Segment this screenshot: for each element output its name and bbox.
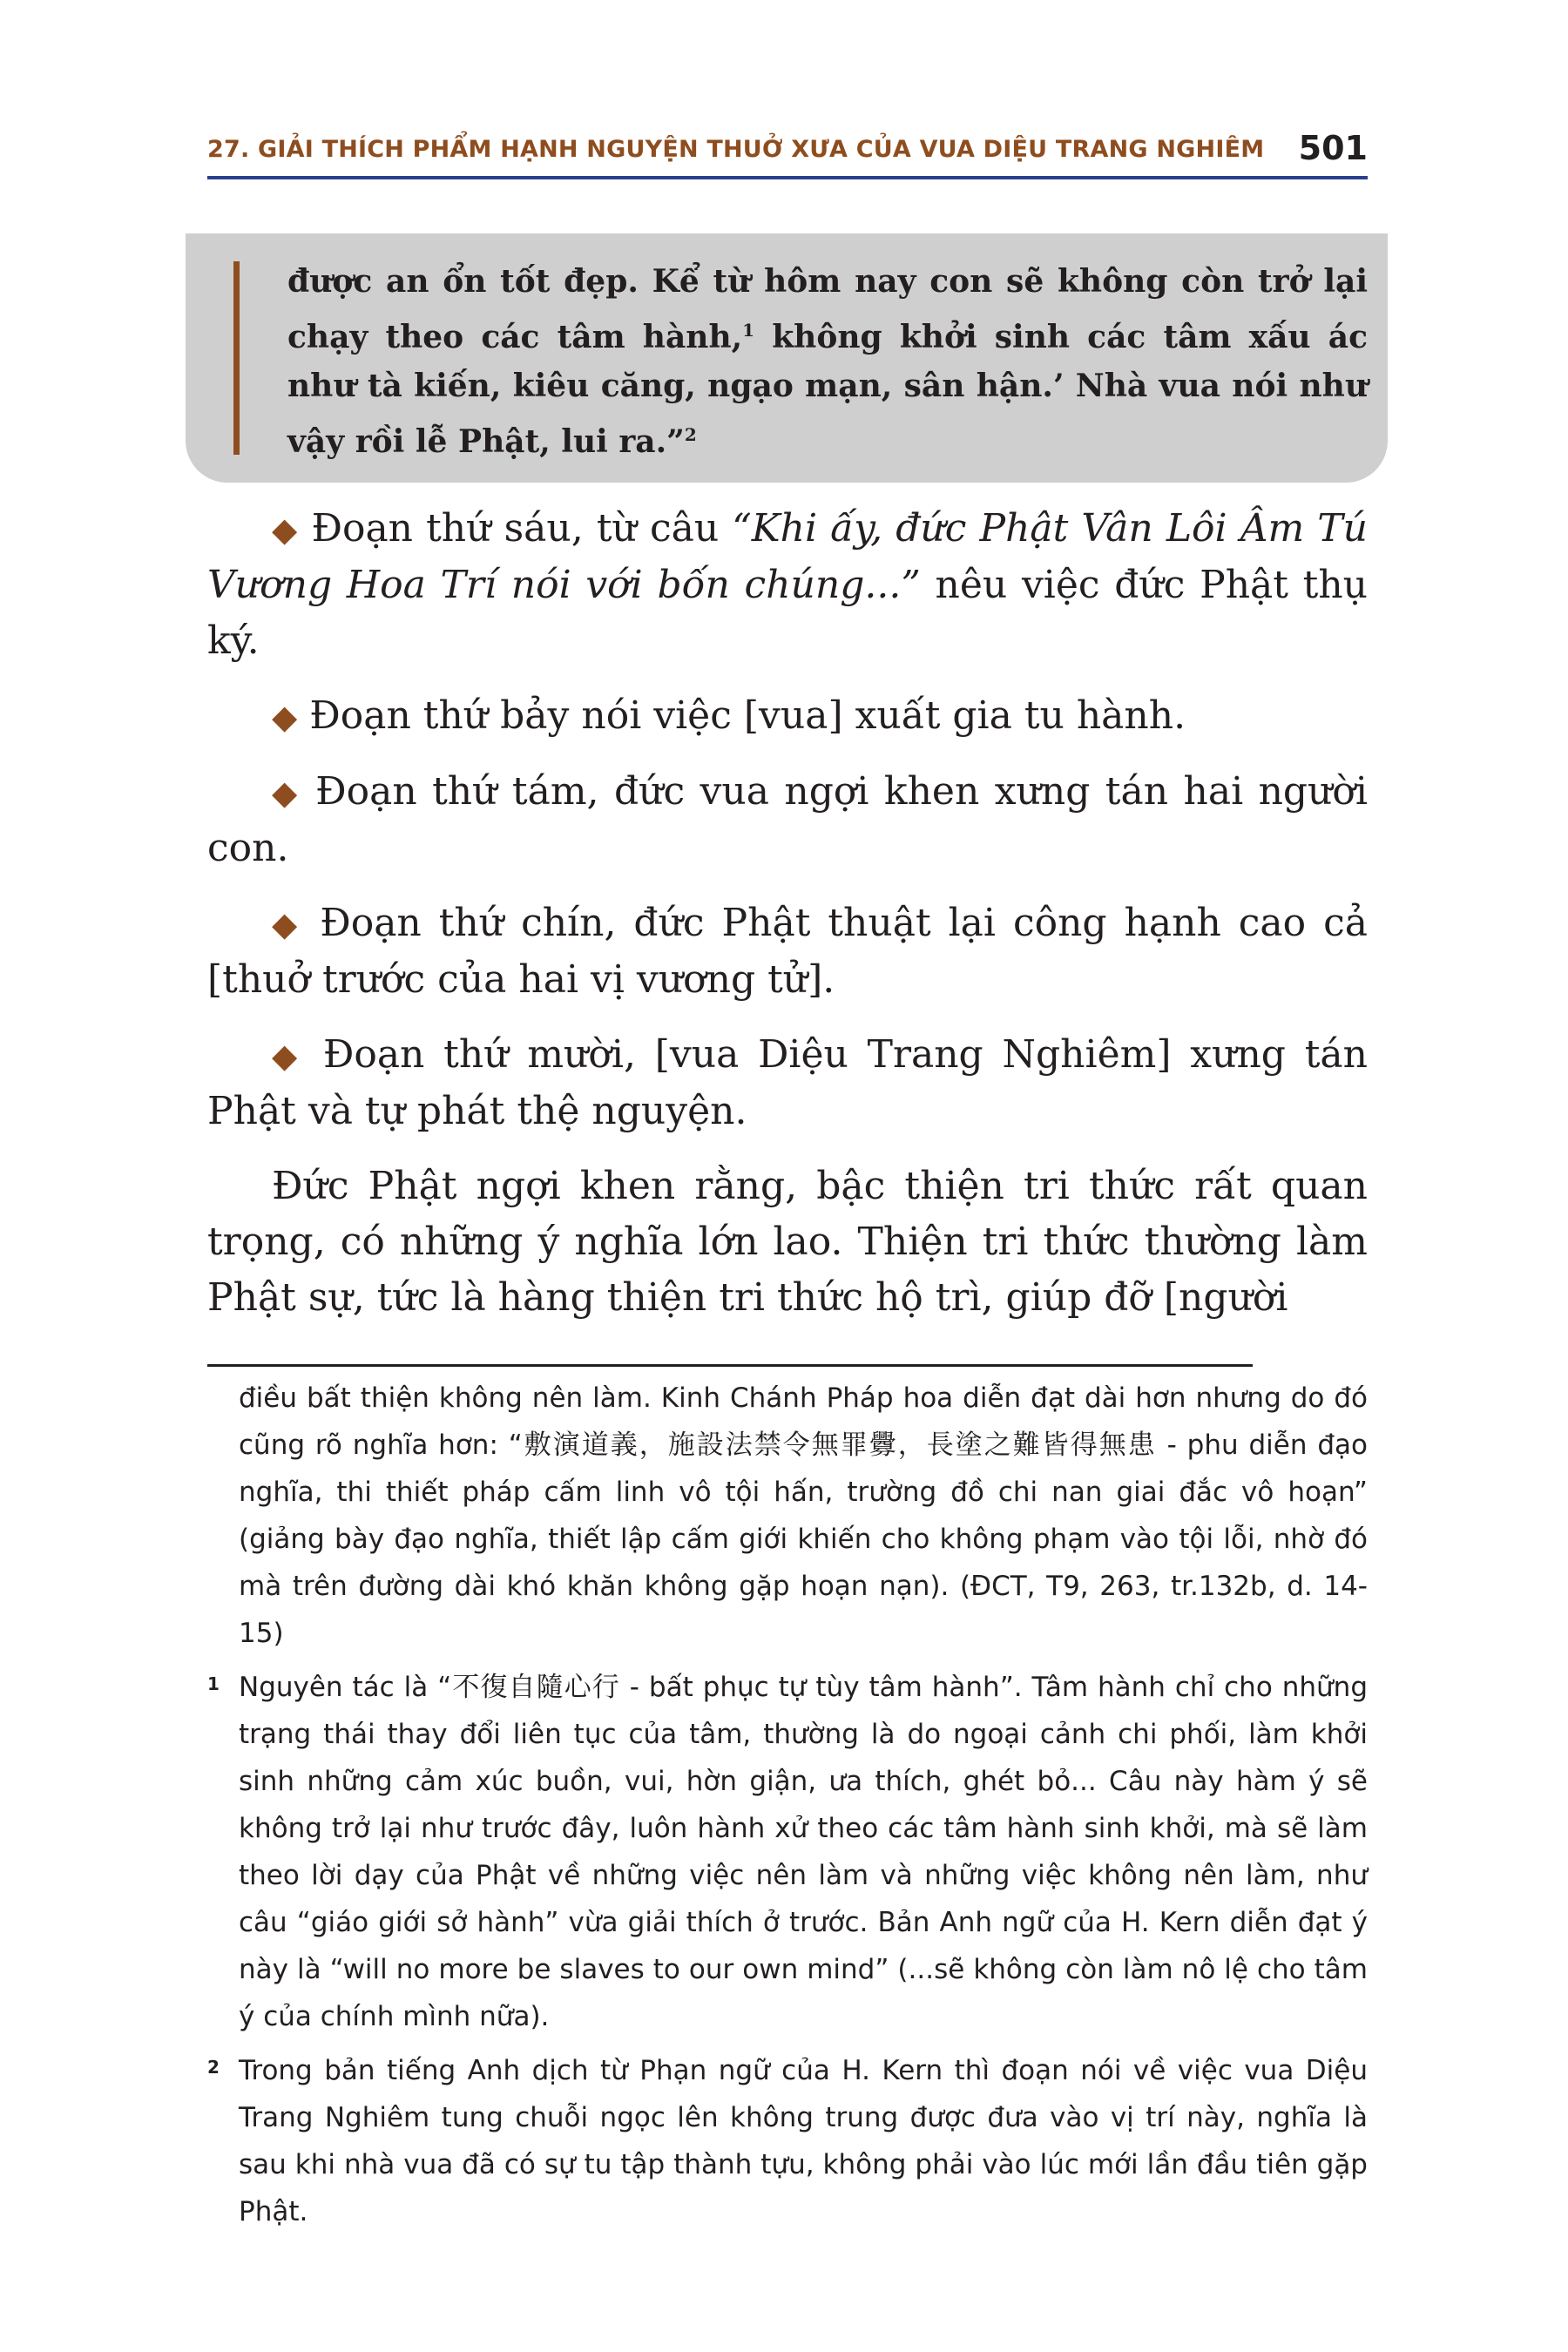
paragraph-good-friends: Đức Phật ngợi khen rằng, bậc thiện tri thức rất quan trọng, có những ý nghĩa lớn lao. Thiện tri thức thường làm Phật sự, tức là hàng thiện tri thức hộ trì, giúp đỡ [người [207, 1164, 1368, 1320]
paragraph-section-10 [207, 1027, 1368, 1139]
footnote-separator [207, 1364, 1253, 1367]
quote-accent-bar [233, 261, 240, 455]
diamond-bullet-icon: ◆ [272, 510, 299, 549]
paragraph-text: Đoạn thứ mười, [vua Diệu Trang Nghiêm] xưng tán Phật và tự phát thệ nguyện. [207, 1032, 1368, 1133]
paragraph-text: nêu việc đức Phật thụ ký. [207, 563, 1368, 663]
quote-text-part-2: không khởi sinh các tâm xấu ác như tà kiến, kiêu căng, ngạo mạn, sân hận.’ Nhà vua nói như vậy rồi lễ Phật, lui ra.” [287, 319, 1368, 460]
footnote-1 [207, 1664, 1368, 2040]
paragraph-section-8 [207, 764, 1368, 876]
quote-text [287, 257, 1368, 466]
footnote-ref-1[interactable]: 1 [742, 320, 755, 341]
page-number: 501 [1298, 129, 1368, 167]
paragraph-section-6 [207, 501, 1368, 669]
paragraph-text: Đoạn thứ tám, đức vua ngợi khen xưng tán hai người con. [207, 769, 1368, 870]
paragraph-text: Đoạn thứ bảy nói việc [vua] xuất gia tu hành. [297, 693, 1186, 738]
chapter-title: 27. GIẢI THÍCH PHẨM HẠNH NGUYỆN THUỞ XƯA CỦA VUA DIỆU TRANG NGHIÊM [207, 136, 1265, 163]
running-header [207, 122, 1368, 174]
quoted-phrase: “Khi ấy, đức Phật Vân Lôi Âm Tú Vương Hoa Trí nói với bốn chúng...” [207, 506, 1368, 607]
diamond-bullet-icon: ◆ [272, 774, 301, 812]
paragraph-section-7 [207, 688, 1368, 745]
diamond-bullet-icon: ◆ [272, 1037, 305, 1075]
footnote-mark-2: 2 [207, 2057, 220, 2078]
footnotes [207, 1375, 1368, 2242]
footnote-2-text: Trong bản tiếng Anh dịch từ Phạn ngữ của H. Kern thì đoạn nói về việc vua Diệu Trang Nghiêm tung chuỗi ngọc lên không trung được đưa vào vị trí này, nghĩa là sau khi nhà vua đã có sự tu tập thành tựu, không phải vào lúc mới lần đầu tiên gặp Phật. [239, 2055, 1368, 2227]
diamond-bullet-icon: ◆ [272, 905, 303, 943]
footnote-mark-1: 1 [207, 1673, 220, 1694]
paragraph-section-9 [207, 896, 1368, 1008]
paragraph-text: Đoạn thứ sáu, từ câu [298, 506, 733, 551]
main-text [207, 501, 1368, 1345]
diamond-bullet-icon: ◆ [272, 698, 298, 736]
footnote-2 [207, 2047, 1368, 2235]
paragraph-text: Đoạn thứ chín, đức Phật thuật lại công hạnh cao cả [thuở trước của hai vị vương tử]. [207, 901, 1368, 1002]
quote-text-part-1: được an ổn tốt đẹp. Kể từ hôm nay con sẽ không còn trở lại chạy theo các tâm hành, [287, 263, 1368, 355]
header-rule [207, 176, 1368, 179]
footnote-1-text: Nguyên tác là “不復自隨心行 - bất phục tự tùy tâm hành”. Tâm hành chỉ cho những trạng thái thay đổi liên tục của tâm, thường là do ngoại cảnh chi phối, làm khởi sinh những cảm xúc buồn, vui, hờn giận, ưa thích, ghét bỏ... Câu này hàm ý sẽ không trở lại như trước đây, luôn hành xử theo các tâm hành sinh khởi, mà sẽ làm theo lời dạy của Phật về những việc nên làm và những việc không nên làm, như câu “giáo giới sở hành” vừa giải thích ở trước. Bản Anh ngữ của H. Kern diễn đạt ý này là “will no more be slaves to our own mind” (...sẽ không còn làm nô lệ cho tâm ý của chính mình nữa). [239, 1672, 1368, 2032]
footnote-ref-2[interactable]: 2 [684, 424, 697, 445]
footnote-continued: điều bất thiện không nên làm. Kinh Chánh Pháp hoa diễn đạt dài hơn nhưng do đó cũng rõ nghĩa hơn: “敷演道義，施設法禁令無罪釁，長塗之難皆得無患 - phu diễn đạo nghĩa, thi thiết pháp cấm linh vô tội hấn, trường đồ chi nan giai đắc vô hoạn” (giảng bày đạo nghĩa, thiết lập cấm giới khiến cho không phạm vào tội lỗi, nhờ đó mà trên đường dài khó khăn không gặp hoạn nạn). (ĐCT, T9, 263, tr.132b, d. 14-15) [239, 1382, 1368, 1649]
